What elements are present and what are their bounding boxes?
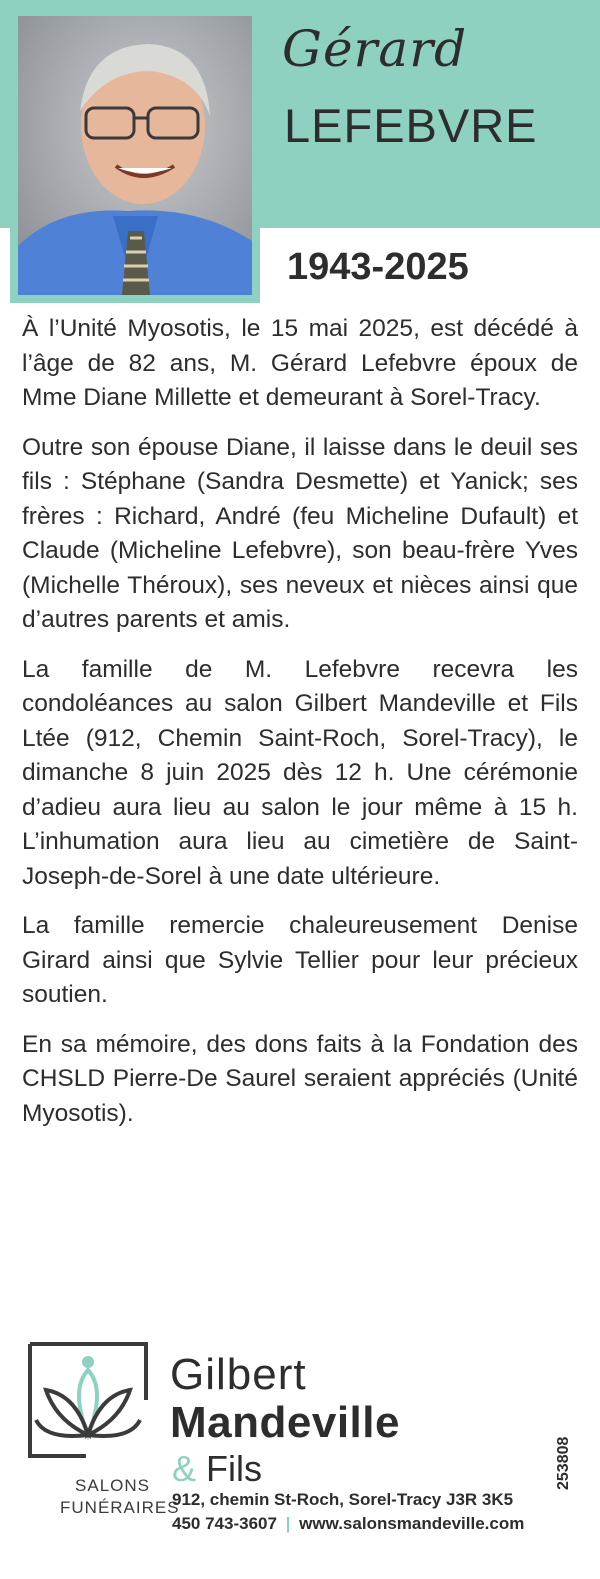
paragraph-condolences: La famille de M. Lefebvre recevra les condoléances au salon Gilbert Mandeville et Fils Ltée (912, Chemin Saint-Roch, Sorel-Tracy), le dimanche 8 juin 2025 dès 12 h. Une cérémonie d’adieu aura lieu au salon le jour même à 15 h. L’inhumation aura lieu au cimetière de Saint-Joseph-de-Sorel à une date ultérieure. — [22, 655, 578, 890]
separator: | — [285, 1514, 291, 1533]
obituary-body — [22, 312, 578, 1146]
funeraires-line: FUNÉRAIRES — [60, 1498, 180, 1517]
brand-name-mandeville: Mandeville — [170, 1398, 400, 1447]
brand-name-fils — [172, 1448, 262, 1490]
deceased-last-name: LEFEBVRE — [284, 99, 538, 152]
paragraph-donations: En sa mémoire, des dons faits à la Fondation des CHSLD Pierre-De Saurel seraient appréciés (Unité Myosotis). — [22, 1030, 578, 1127]
ampersand: & — [172, 1448, 197, 1489]
portrait-photo — [18, 16, 252, 295]
contact-line — [172, 1514, 524, 1534]
fils-text: Fils — [206, 1448, 263, 1489]
salons-funeraires-label — [60, 1475, 180, 1519]
paragraph-death-notice: À l’Unité Myosotis, le 15 mai 2025, est décédé à l’âge de 82 ans, M. Gérard Lefebvre époux de Mme Diane Millette et demeurant à Sorel-Tracy. — [22, 315, 578, 411]
ad-reference-number: 253808 — [555, 1436, 572, 1490]
brand-name-gilbert: Gilbert — [170, 1350, 307, 1399]
paragraph-thanks: La famille remercie chaleureusement Denise Girard ainsi que Sylvie Tellier pour leur précieux soutien. — [22, 912, 578, 1008]
paragraph-survivors: Outre son épouse Diane, il laisse dans le deuil ses fils : Stéphane (Sandra Desmette) et Yanick; ses frères : Richard, André (feu Micheline Dufault) et Claude (Micheline Lefebvre), son beau-frère Yves (Michelle Théroux), ses neveux et nièces ainsi que d’autres parents et amis. — [22, 433, 578, 633]
deceased-first-name: Gérard — [282, 20, 468, 78]
life-years: 1943-2025 — [287, 246, 469, 288]
funeral-home-footer — [0, 1330, 600, 1579]
lotus-logo-icon — [26, 1340, 150, 1460]
phone-number: 450 743-3607 — [172, 1514, 277, 1533]
salons-line: SALONS — [75, 1476, 150, 1495]
website-link[interactable]: www.salonsmandeville.com — [299, 1514, 525, 1533]
funeral-home-address: 912, chemin St-Roch, Sorel-Tracy J3R 3K5 — [172, 1490, 514, 1509]
portrait-illustration — [18, 16, 252, 295]
